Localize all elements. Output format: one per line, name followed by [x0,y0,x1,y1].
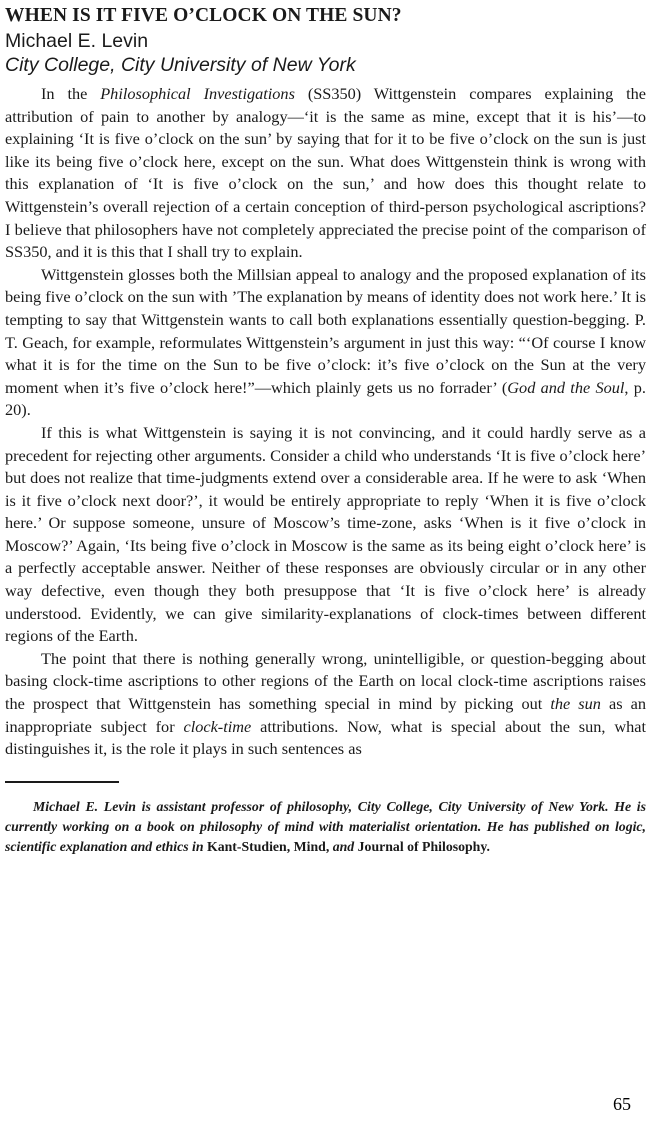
p4-emphasis-clock-time: clock-time [183,716,252,736]
author-footnote [5,797,646,857]
footnote-text-c: and [329,838,358,854]
paper-page [5,2,646,857]
paragraph-1 [5,83,646,264]
paragraph-2 [5,264,646,422]
page-number: 65 [613,1094,631,1114]
paragraph-4 [5,648,646,761]
footnote-journals-2: Journal of Philosophy. [357,838,490,854]
p1-book-title: Philosophical Investigations [100,84,295,103]
p4-text-a: The point that there is nothing generally wrong, unintelligible, or question-begging about basing clock-time ascriptions to other regions of the Earth on local clock-time ascriptions raises the prospect that Wittgenstein has something special in mind by picking out [5,648,646,714]
p4-text-c: as an inappropriate subject for [5,694,646,736]
p2-text-a: Wittgenstein glosses both the Millsian appeal to analogy and the proposed explanation of its being five o’clock on the sun with ’The explanation by means of identity does not work here.’ It is tempting to say that Wittgenstein wants to call both explanations essentially question-begging. P. T. Geach, for example, reformulates Wittgenstein’s argument in just this way: “‘Of course I know what it is for the time on the Sun to be five o’clock: it’s five o’clock on the Sun at the very moment when it’s five o’clock here!”—which plainly gets us no forrader’ ( [5,264,646,397]
footnote-text-a: Michael E. Levin is assistant professor of philosophy, City College, City University of New York. He is currently working on a book on philosophy of mind with materialist orientation. He has published on logic, scientific explanation and ethics in [5,798,646,854]
p1-text-a: In the [41,84,101,103]
footnote-journals-1: Kant-Studien, Mind, [206,838,330,854]
author-name: Michael E. Levin [5,30,149,52]
p1-text-c: (SS350) Wittgenstein compares explaining the attribution of pain to another by analogy—‘it is the same as mine, except that it is his’—to explaining ‘It is five o’clock on the sun’ by saying that for it to be five o’clock on the sun is just like its being five o’clock here, except on the sun. What does Wittgenstein think is wrong with this explanation of ‘It is five o’clock on the sun,’ and how does this thought relate to Wittgenstein’s overall rejection of a certain conception of third-person psychological ascriptions? I believe that philosophers have not completely appreciated the precise point of the comparison of SS350, and it is this that I shall try to explain. [5,84,646,262]
footnote-divider [5,781,119,783]
author-affiliation: City College, City University of New York [5,54,356,76]
p2-book-title: God and the Soul [507,377,625,397]
p4-text-e: attributions. Now, what is special about the sun, what distinguishes it, is the role it plays in such sentences as [5,716,646,759]
article-title: WHEN IS IT FIVE O’CLOCK ON THE SUN? [5,5,402,26]
p4-emphasis-sun: the sun [550,694,601,714]
paragraph-3: If this is what Wittgenstein is saying it is not convincing, and it could hardly serve as a precedent for rejecting other arguments. Consider a child who understands ‘It is five o’clock here’ but does not realize that time-judgments extend over a considerable area. If he were to ask ‘When is it five o’clock next door?’, it would be entirely appropriate to reply ‘When it is five o’clock here.’ Or suppose someone, unsure of Moscow’s time-zone, asks ‘When is it five o’clock in Moscow?’ Again, ‘Its being five o’clock in Moscow is the same as its being eight o’clock here’ is a perfectly acceptable answer. Neither of these responses are obviously circular or in any other way defective, even though they both presuppose that ‘It is five o’clock here’ is already understood. Evidently, we can give similarity-explanations of clock-times between different regions of the Earth. [5,422,646,646]
p2-text-c: , p. 20). [5,377,646,420]
